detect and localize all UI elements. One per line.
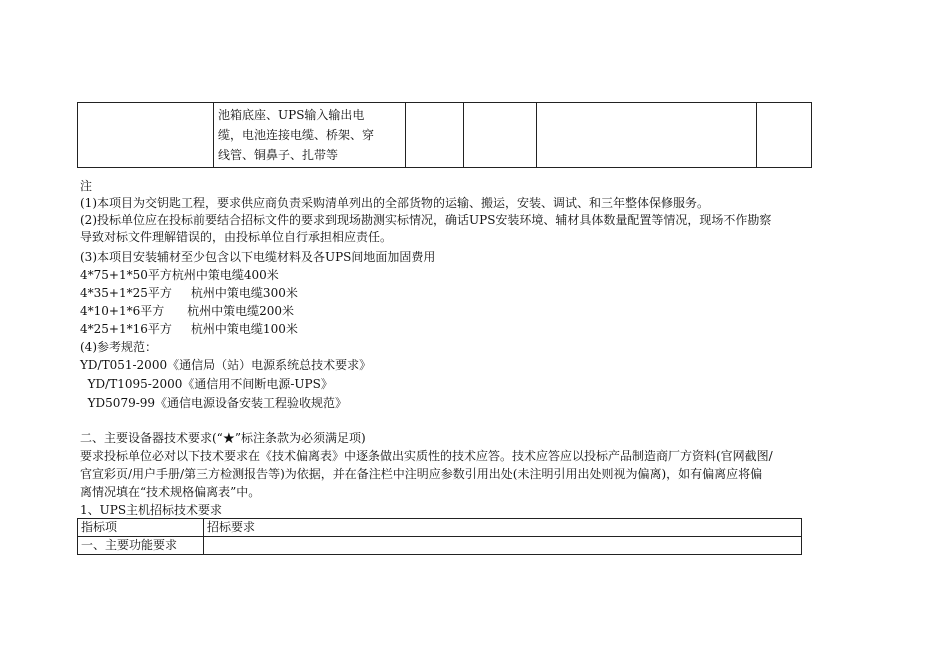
description-line: 缆，电池连接电缆、桥架、穿 — [218, 128, 375, 142]
table-cell-index — [78, 103, 214, 168]
note-line: (1)本项目为交钥匙工程，要求供应商负责采购清单列出的全部货物的运输、搬运，安装、调试、和三年整体保修服务。 — [80, 196, 710, 210]
note-line: (3)本项目安装辅材至少包含以下电缆材料及各UPS间地面加固费用 — [80, 250, 436, 264]
table-cell-item: 一、主要功能要求 — [78, 537, 204, 555]
table-header-row — [78, 519, 802, 537]
table-row — [78, 537, 802, 555]
notes-heading: 注 — [80, 179, 93, 193]
section-paragraph-line: 官宣彩页/用户手册/第三方检测报告等)为依据，并在备注栏中注明应参数引用出处(未注明引用出处则视为偏离)，如有偏离应将偏 — [80, 467, 763, 481]
header-cell-item: 指标项 — [78, 519, 204, 537]
note-line: YD/T1095-2000《通信用不间断电源-UPS》 — [80, 377, 333, 391]
section-paragraph-line: 离情况填在“技术规格偏离表”中。 — [80, 485, 261, 499]
table-row — [78, 103, 812, 168]
table-cell-description — [214, 103, 406, 168]
note-line: 4*35+1*25平方 杭州中策电缆300米 — [80, 286, 298, 300]
note-line: 4*10+1*6平方 杭州中策电缆200米 — [80, 304, 295, 318]
description-line: 池箱底座、UPS输入输出电 — [218, 108, 365, 122]
table-cell — [464, 103, 537, 168]
note-line: YD/T051-2000《通信局（站）电源系统总技术要求》 — [80, 358, 372, 372]
note-line: 4*75+1*50平方杭州中策电缆400米 — [80, 268, 279, 282]
table-cell — [757, 103, 812, 168]
equipment-table — [77, 102, 812, 168]
section-paragraph-line: 要求投标单位必对以下技术要求在《技术偏离表》中逐条做出实质性的技术应答。技术应答应以投标产品制造商厂方资料(官网截图/ — [80, 449, 773, 463]
requirements-table — [77, 518, 802, 555]
header-cell-requirement: 招标要求 — [204, 519, 802, 537]
subsection-heading: 1、UPS主机招标技术要求 — [80, 503, 223, 517]
section-title: 二、主要设备器技术要求(“★”标注条款为必须满足项) — [80, 431, 366, 445]
note-line: (2)投标单位应在投标前要结合招标文件的要求到现场勘测实标情况，确话UPS安装环境、辅材具体数量配置等情况，现场不作勘察 — [80, 213, 772, 227]
description-line: 线管、铜鼻子、扎带等 — [218, 148, 339, 162]
table-cell-requirement — [204, 537, 802, 555]
table-cell — [537, 103, 757, 168]
note-line: 导致对标文件理解错误的，由投标单位自行承担相应责任。 — [80, 230, 393, 244]
note-line: 4*25+1*16平方 杭州中策电缆100米 — [80, 322, 298, 336]
table-cell — [406, 103, 464, 168]
note-line: (4)参考规范： — [80, 340, 157, 354]
note-line: YD5079-99《通信电源设备安装工程验收规范》 — [80, 396, 348, 410]
